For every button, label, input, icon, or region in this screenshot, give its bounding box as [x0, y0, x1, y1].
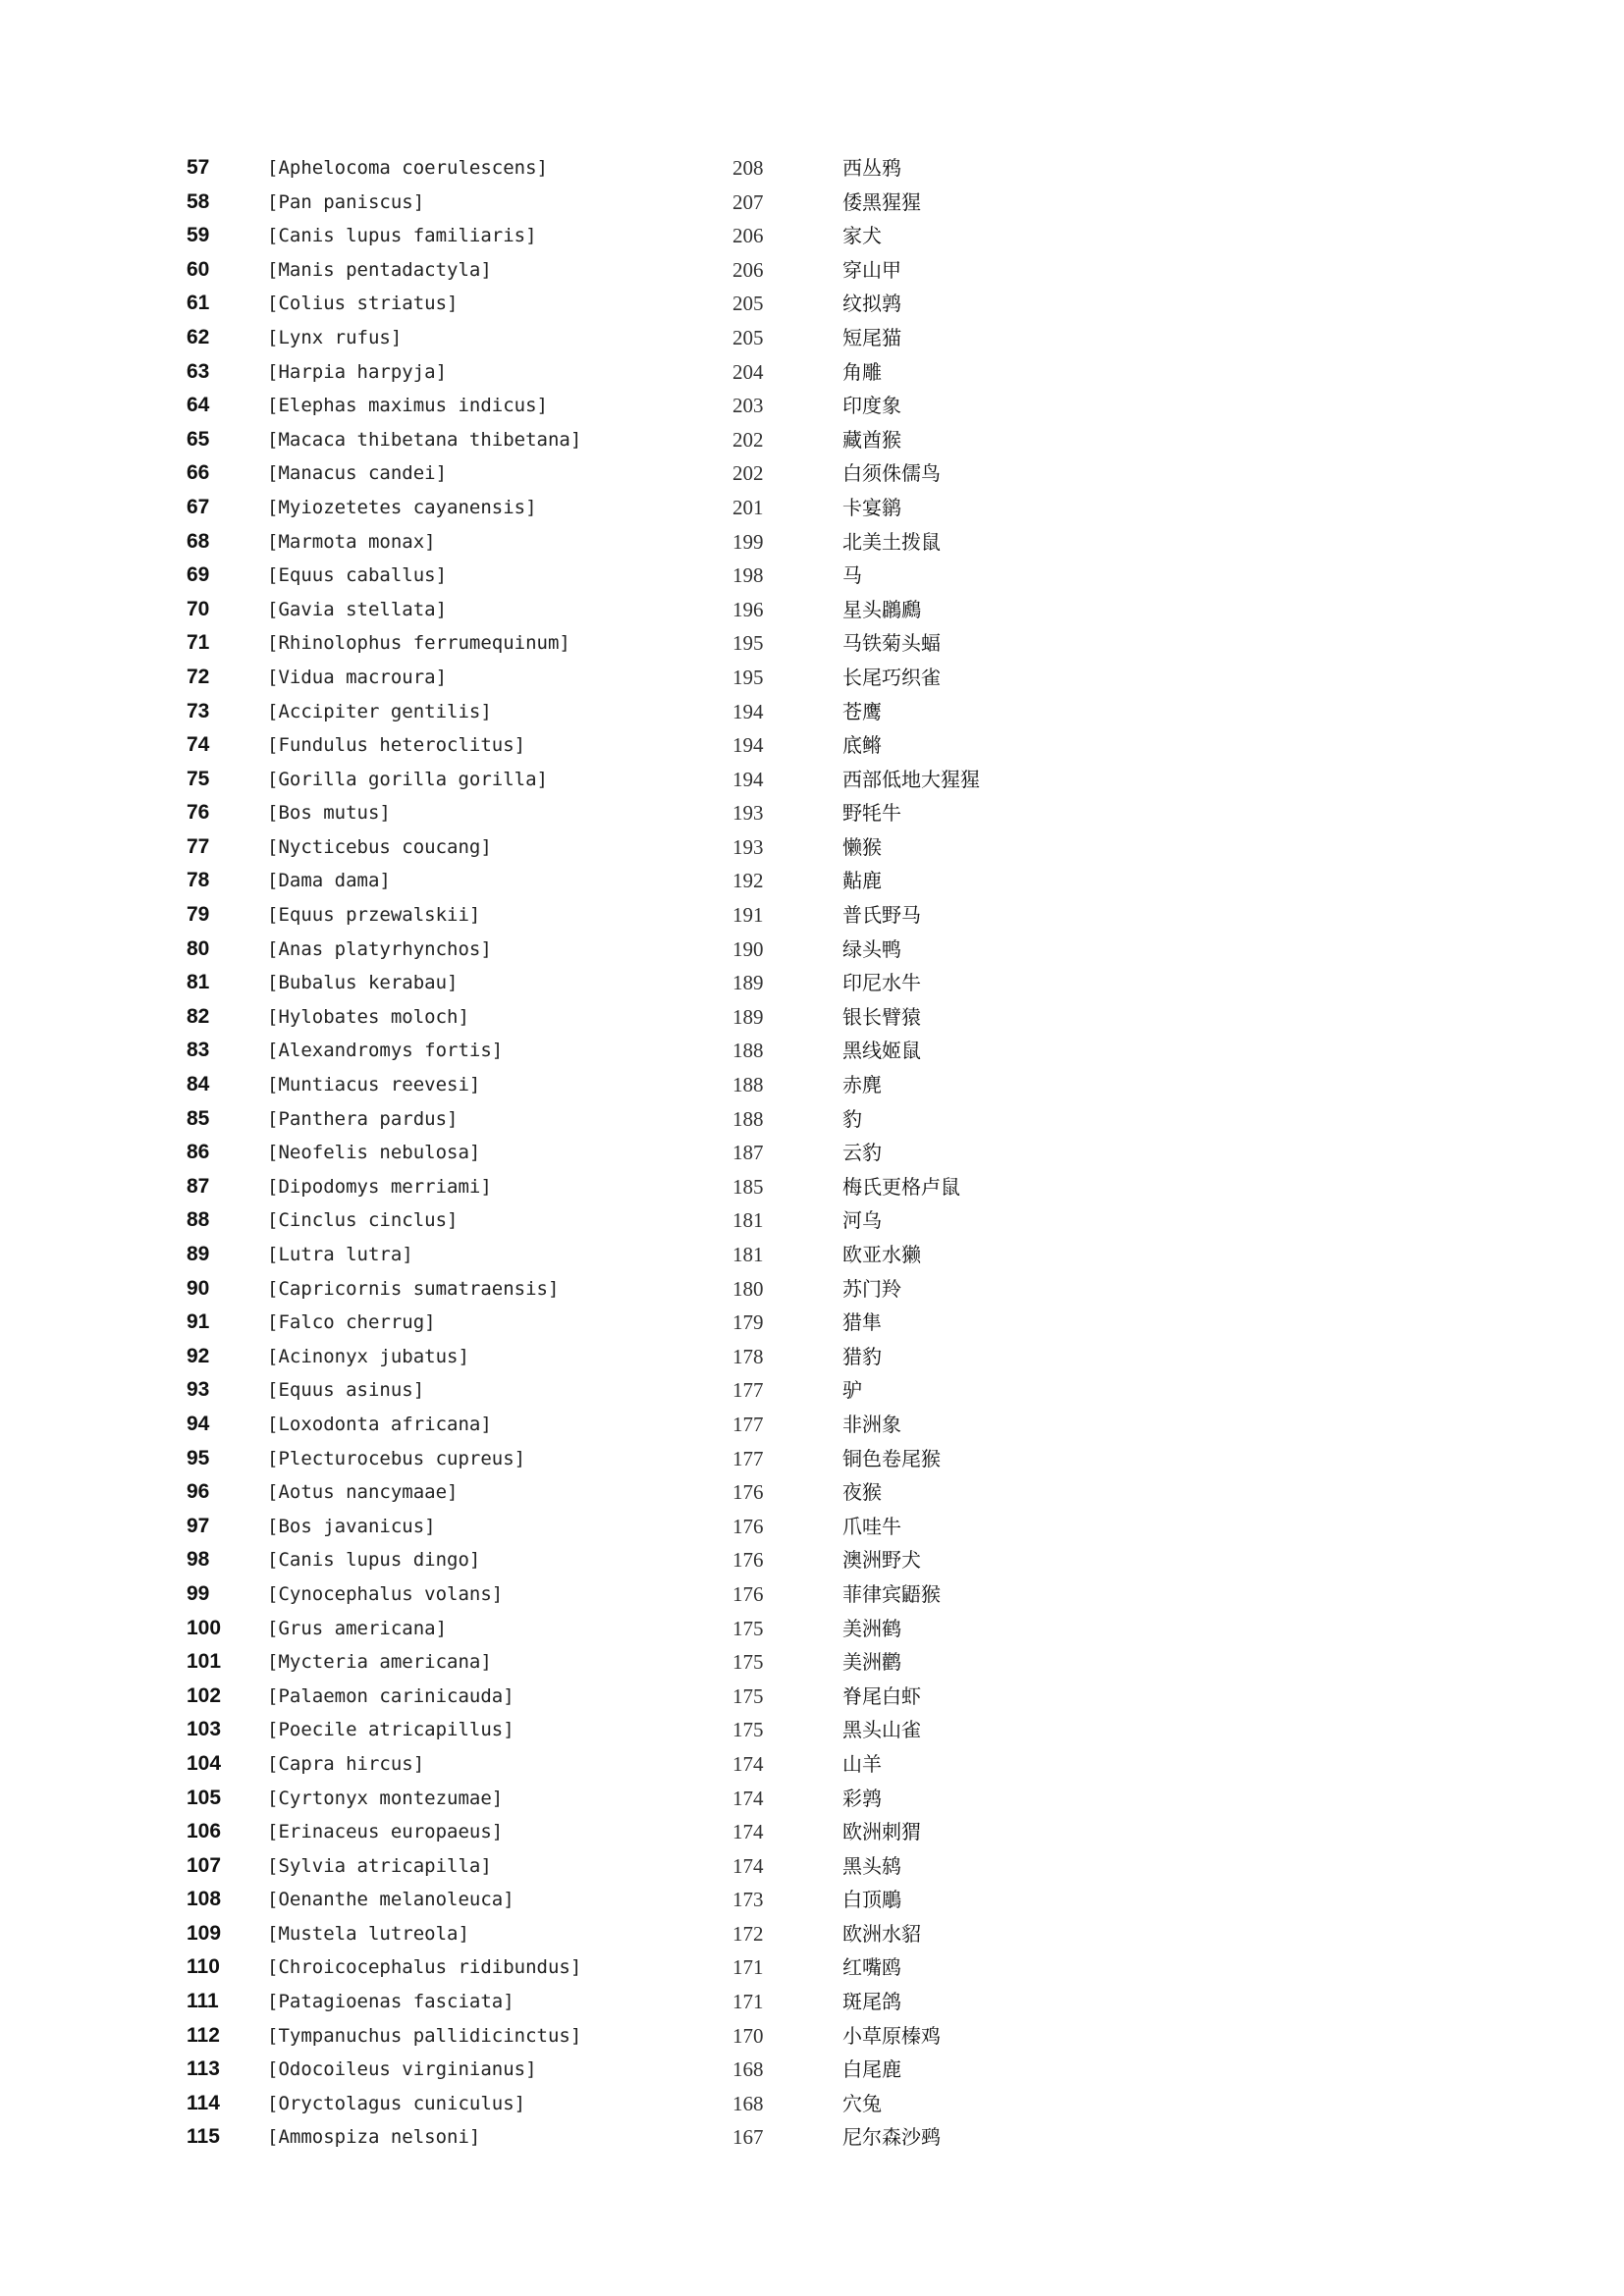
count-cell: 205	[732, 325, 764, 349]
scientific-name-cell: [Grus americana]	[267, 1617, 448, 1639]
rank-cell: 105	[187, 1786, 222, 1809]
chinese-name-cell: 黑头鸫	[842, 1853, 901, 1878]
scientific-name-cell: [Gavia stellata]	[267, 598, 448, 620]
table-row	[187, 1543, 1070, 1577]
count-cell: 175	[732, 1683, 764, 1708]
count-cell: 204	[732, 359, 764, 384]
chinese-name-cell: 银长臂猿	[842, 1004, 921, 1029]
chinese-name-cell: 欧洲水貂	[842, 1921, 921, 1946]
rank-cell: 73	[187, 699, 210, 722]
scientific-name-cell: [Lutra lutra]	[267, 1244, 413, 1265]
rank-cell: 77	[187, 834, 210, 858]
scientific-name-cell: [Marmota monax]	[267, 530, 436, 553]
rank-cell: 97	[187, 1514, 210, 1537]
rank-cell: 57	[187, 156, 210, 179]
scientific-name-cell: [Accipiter gentilis]	[267, 700, 492, 722]
rank-cell: 98	[187, 1548, 210, 1572]
rank-cell: 92	[187, 1344, 210, 1367]
chinese-name-cell: 梅氏更格卢鼠	[842, 1174, 960, 1199]
scientific-name-cell: [Poecile atricapillus]	[267, 1719, 514, 1741]
table-row	[187, 728, 1070, 763]
count-cell: 206	[732, 224, 764, 248]
rank-cell: 61	[187, 292, 210, 315]
count-cell: 189	[732, 1004, 764, 1029]
table-row	[187, 2019, 1070, 2054]
table-row	[187, 1645, 1070, 1680]
table-row	[187, 661, 1070, 695]
table-row	[187, 1373, 1070, 1408]
count-cell: 170	[732, 2023, 764, 2048]
count-cell: 190	[732, 936, 764, 961]
chinese-name-cell: 欧亚水獭	[842, 1243, 921, 1266]
chinese-name-cell: 彩鹑	[842, 1786, 882, 1810]
table-row	[187, 796, 1070, 830]
scientific-name-cell: [Manacus candei]	[267, 462, 448, 485]
chinese-name-cell: 马铁菊头蝠	[842, 631, 941, 656]
count-cell: 193	[732, 801, 764, 826]
count-cell: 175	[732, 1616, 764, 1640]
table-row	[187, 491, 1070, 525]
table-row	[187, 1680, 1070, 1714]
chinese-name-cell: 懒猴	[842, 834, 882, 859]
chinese-name-cell: 黑线姬鼠	[842, 1039, 921, 1063]
rank-cell: 78	[187, 869, 210, 892]
count-cell: 188	[732, 1039, 764, 1063]
scientific-name-cell: [Anas platyrhynchos]	[267, 937, 492, 960]
chinese-name-cell: 澳洲野犬	[842, 1548, 921, 1573]
rank-cell: 107	[187, 1853, 222, 1877]
scientific-name-cell: [Nycticebus coucang]	[267, 835, 492, 858]
scientific-name-cell: [Dama dama]	[267, 870, 391, 892]
scientific-name-cell: [Canis lupus dingo]	[267, 1549, 481, 1572]
chinese-name-cell: 豹	[842, 1106, 862, 1131]
chinese-name-cell: 家犬	[842, 224, 882, 248]
table-row	[187, 1306, 1070, 1340]
rank-cell: 81	[187, 971, 210, 994]
scientific-name-cell: [Lynx rufus]	[267, 326, 403, 348]
chinese-name-cell: 藏酋猴	[842, 427, 901, 452]
scientific-name-cell: [Colius striatus]	[267, 293, 459, 315]
table-row	[187, 287, 1070, 321]
table-row	[187, 1782, 1070, 1816]
table-row	[187, 219, 1070, 253]
rank-cell: 85	[187, 1106, 210, 1130]
chinese-name-cell: 苏门羚	[842, 1276, 901, 1301]
count-cell: 174	[732, 1820, 764, 1844]
scientific-name-cell: [Palaemon carinicauda]	[267, 1684, 514, 1707]
chinese-name-cell: 倭黑猩猩	[842, 189, 921, 214]
scientific-name-cell: [Equus caballus]	[267, 564, 448, 587]
chinese-name-cell: 猎隼	[842, 1310, 882, 1335]
rank-cell: 95	[187, 1446, 210, 1469]
table-row	[187, 933, 1070, 967]
scientific-name-cell: [Cinclus cinclus]	[267, 1209, 459, 1232]
table-row	[187, 1883, 1070, 1917]
rank-cell: 58	[187, 189, 210, 213]
rank-cell: 74	[187, 733, 210, 757]
table-row	[187, 593, 1070, 627]
rank-cell: 111	[187, 1990, 219, 2013]
table-row	[187, 456, 1070, 491]
table-row	[187, 423, 1070, 457]
count-cell: 174	[732, 1786, 764, 1810]
chinese-name-cell: 野牦牛	[842, 801, 901, 826]
table-row	[187, 830, 1070, 865]
count-cell: 168	[732, 2091, 764, 2115]
chinese-name-cell: 铜色卷尾猴	[842, 1446, 941, 1470]
scientific-name-cell: [Pan paniscus]	[267, 190, 425, 213]
table-row	[187, 355, 1070, 390]
chinese-name-cell: 菲律宾鼯猴	[842, 1581, 941, 1606]
chinese-name-cell: 驴	[842, 1378, 862, 1403]
table-row	[187, 1510, 1070, 1544]
table-row	[187, 1034, 1070, 1068]
scientific-name-cell: [Odocoileus virginianus]	[267, 2058, 537, 2081]
scientific-name-cell: [Gorilla gorilla gorilla]	[267, 768, 548, 790]
chinese-name-cell: 穿山甲	[842, 257, 901, 282]
scientific-name-cell: [Erinaceus europaeus]	[267, 1821, 504, 1843]
rank-cell: 75	[187, 767, 210, 790]
chinese-name-cell: 夜猴	[842, 1480, 882, 1505]
rank-cell: 87	[187, 1174, 210, 1198]
count-cell: 168	[732, 2057, 764, 2082]
scientific-name-cell: [Aphelocoma coerulescens]	[267, 157, 548, 179]
rank-cell: 94	[187, 1412, 210, 1435]
count-cell: 207	[732, 189, 764, 214]
scientific-name-cell: [Fundulus heteroclitus]	[267, 734, 526, 757]
chinese-name-cell: 白顶鵰	[842, 1888, 901, 1912]
count-cell: 178	[732, 1344, 764, 1368]
chinese-name-cell: 角雕	[842, 359, 882, 384]
scientific-name-cell: [Canis lupus familiaris]	[267, 225, 537, 247]
species-table	[187, 151, 1070, 2155]
table-row	[187, 1612, 1070, 1646]
chinese-name-cell: 非洲象	[842, 1412, 901, 1436]
chinese-name-cell: 白尾鹿	[842, 2057, 901, 2082]
rank-cell: 71	[187, 631, 210, 655]
scientific-name-cell: [Dipodomys merriami]	[267, 1175, 492, 1198]
table-row	[187, 1136, 1070, 1170]
chinese-name-cell: 穴兔	[842, 2091, 882, 2115]
chinese-name-cell: 底鳉	[842, 733, 882, 758]
scientific-name-cell: [Harpia harpyja]	[267, 360, 448, 383]
scientific-name-cell: [Aotus nancymaae]	[267, 1481, 459, 1504]
rank-cell: 114	[187, 2091, 220, 2114]
table-row	[187, 1068, 1070, 1102]
chinese-name-cell: 北美土拨鼠	[842, 529, 941, 554]
scientific-name-cell: [Chroicocephalus ridibundus]	[267, 1956, 582, 1979]
count-cell: 179	[732, 1310, 764, 1335]
rank-cell: 103	[187, 1718, 222, 1741]
chinese-name-cell: 云豹	[842, 1141, 882, 1165]
chinese-name-cell: 西丛鸦	[842, 156, 901, 180]
scientific-name-cell: [Rhinolophus ferrumequinum]	[267, 632, 570, 655]
rank-cell: 93	[187, 1378, 210, 1402]
count-cell: 177	[732, 1412, 764, 1436]
rank-cell: 112	[187, 2023, 220, 2047]
rank-cell: 62	[187, 325, 210, 348]
count-cell: 191	[732, 903, 764, 928]
table-row	[187, 1475, 1070, 1510]
table-row	[187, 763, 1070, 797]
scientific-name-cell: [Manis pentadactyla]	[267, 258, 492, 281]
table-row	[187, 1238, 1070, 1272]
rank-cell: 60	[187, 257, 210, 281]
count-cell: 206	[732, 257, 764, 282]
table-row	[187, 1849, 1070, 1884]
count-cell: 177	[732, 1446, 764, 1470]
rank-cell: 88	[187, 1208, 210, 1232]
table-row	[187, 1713, 1070, 1747]
chinese-name-cell: 小草原榛鸡	[842, 2023, 941, 2048]
rank-cell: 113	[187, 2057, 220, 2081]
chinese-name-cell: 红嘴鸥	[842, 1955, 901, 1980]
scientific-name-cell: [Alexandromys fortis]	[267, 1040, 504, 1062]
count-cell: 185	[732, 1174, 764, 1199]
count-cell: 175	[732, 1650, 764, 1675]
rank-cell: 66	[187, 461, 210, 485]
chinese-name-cell: 河乌	[842, 1208, 882, 1233]
rank-cell: 96	[187, 1480, 210, 1504]
scientific-name-cell: [Tympanuchus pallidicinctus]	[267, 2024, 582, 2047]
rank-cell: 102	[187, 1683, 222, 1707]
rank-cell: 90	[187, 1276, 210, 1300]
table-row	[187, 1747, 1070, 1782]
chinese-name-cell: 长尾巧织雀	[842, 665, 941, 689]
table-row	[187, 1170, 1070, 1204]
count-cell: 187	[732, 1141, 764, 1165]
scientific-name-cell: [Hylobates moloch]	[267, 1005, 469, 1028]
count-cell: 196	[732, 597, 764, 621]
table-row	[187, 966, 1070, 1000]
count-cell: 193	[732, 834, 764, 859]
chinese-name-cell: 马	[842, 563, 862, 588]
count-cell: 176	[732, 1581, 764, 1606]
table-row	[187, 1917, 1070, 1951]
scientific-name-cell: [Cynocephalus volans]	[267, 1582, 504, 1605]
table-row	[187, 321, 1070, 355]
rank-cell: 84	[187, 1073, 210, 1096]
rank-cell: 83	[187, 1039, 210, 1062]
scientific-name-cell: [Myiozetetes cayanensis]	[267, 496, 537, 518]
rank-cell: 91	[187, 1310, 210, 1334]
chinese-name-cell: 印度象	[842, 394, 901, 418]
chinese-name-cell: 普氏野马	[842, 903, 921, 928]
scientific-name-cell: [Acinonyx jubatus]	[267, 1345, 469, 1367]
count-cell: 174	[732, 1853, 764, 1878]
chinese-name-cell: 星头鸊鷉	[842, 597, 921, 621]
table-row	[187, 1442, 1070, 1476]
scientific-name-cell: [Oenanthe melanoleuca]	[267, 1889, 514, 1911]
count-cell: 188	[732, 1106, 764, 1131]
rank-cell: 64	[187, 394, 210, 417]
rank-cell: 89	[187, 1243, 210, 1265]
chinese-name-cell: 猎豹	[842, 1344, 882, 1368]
chinese-name-cell: 白须侏儒鸟	[842, 461, 941, 486]
count-cell: 194	[732, 767, 764, 791]
chinese-name-cell: 斑尾鸽	[842, 1990, 901, 2014]
rank-cell: 99	[187, 1581, 210, 1605]
rank-cell: 108	[187, 1888, 222, 1911]
scientific-name-cell: [Bos mutus]	[267, 802, 391, 825]
chinese-name-cell: 苍鹰	[842, 699, 882, 723]
table-row	[187, 626, 1070, 661]
rank-cell: 70	[187, 597, 210, 620]
table-row	[187, 1950, 1070, 1985]
count-cell: 188	[732, 1073, 764, 1097]
table-row	[187, 389, 1070, 423]
scientific-name-cell: [Neofelis nebulosa]	[267, 1142, 481, 1164]
scientific-name-cell: [Muntiacus reevesi]	[267, 1074, 481, 1096]
rank-cell: 63	[187, 359, 210, 383]
rank-cell: 67	[187, 495, 210, 518]
rank-cell: 68	[187, 529, 210, 553]
scientific-name-cell: [Bubalus kerabau]	[267, 972, 459, 994]
scientific-name-cell: [Mustela lutreola]	[267, 1922, 469, 1945]
chinese-name-cell: 绿头鸭	[842, 936, 901, 961]
table-row	[187, 1815, 1070, 1849]
scientific-name-cell: [Oryctolagus cuniculus]	[267, 2092, 526, 2114]
scientific-name-cell: [Capra hircus]	[267, 1752, 425, 1775]
scientific-name-cell: [Cyrtonyx montezumae]	[267, 1787, 504, 1809]
rank-cell: 101	[187, 1650, 222, 1674]
chinese-name-cell: 尼尔森沙鹀	[842, 2125, 941, 2150]
table-row	[187, 695, 1070, 729]
rank-cell: 65	[187, 427, 210, 451]
chinese-name-cell: 山羊	[842, 1751, 882, 1776]
scientific-name-cell: [Panthera pardus]	[267, 1107, 459, 1130]
table-row	[187, 1985, 1070, 2019]
chinese-name-cell: 黇鹿	[842, 869, 882, 893]
count-cell: 171	[732, 1990, 764, 2014]
rank-cell: 86	[187, 1141, 210, 1164]
count-cell: 194	[732, 733, 764, 758]
table-row	[187, 2120, 1070, 2155]
table-row	[187, 864, 1070, 898]
scientific-name-cell: [Macaca thibetana thibetana]	[267, 428, 582, 451]
count-cell: 180	[732, 1276, 764, 1301]
rank-cell: 69	[187, 563, 210, 587]
count-cell: 201	[732, 495, 764, 519]
scientific-name-cell: [Plecturocebus cupreus]	[267, 1447, 526, 1469]
table-row	[187, 2053, 1070, 2087]
count-cell: 192	[732, 869, 764, 893]
rank-cell: 72	[187, 665, 210, 688]
rank-cell: 106	[187, 1820, 222, 1843]
table-row	[187, 253, 1070, 288]
count-cell: 167	[732, 2125, 764, 2150]
count-cell: 171	[732, 1955, 764, 1980]
chinese-name-cell: 赤麂	[842, 1073, 882, 1097]
chinese-name-cell: 印尼水牛	[842, 971, 921, 995]
scientific-name-cell: [Ammospiza nelsoni]	[267, 2126, 481, 2149]
count-cell: 195	[732, 631, 764, 656]
scientific-name-cell: [Equus przewalskii]	[267, 904, 481, 927]
scientific-name-cell: [Vidua macroura]	[267, 666, 448, 688]
scientific-name-cell: [Bos javanicus]	[267, 1515, 436, 1537]
rank-cell: 79	[187, 903, 210, 927]
table-row	[187, 1000, 1070, 1035]
rank-cell: 115	[187, 2125, 220, 2149]
count-cell: 177	[732, 1378, 764, 1403]
count-cell: 198	[732, 563, 764, 588]
chinese-name-cell: 爪哇牛	[842, 1514, 901, 1538]
table-row	[187, 186, 1070, 220]
table-row	[187, 1102, 1070, 1137]
count-cell: 176	[732, 1480, 764, 1505]
chinese-name-cell: 美洲鹳	[842, 1650, 901, 1675]
rank-cell: 104	[187, 1751, 222, 1775]
count-cell: 176	[732, 1548, 764, 1573]
rank-cell: 110	[187, 1955, 220, 1979]
scientific-name-cell: [Loxodonta africana]	[267, 1413, 492, 1435]
scientific-name-cell: [Equus asinus]	[267, 1379, 425, 1402]
rank-cell: 80	[187, 936, 210, 960]
count-cell: 194	[732, 699, 764, 723]
count-cell: 189	[732, 971, 764, 995]
rank-cell: 82	[187, 1004, 210, 1028]
rank-cell: 59	[187, 224, 210, 247]
table-row	[187, 1340, 1070, 1374]
scientific-name-cell: [Sylvia atricapilla]	[267, 1854, 492, 1877]
rank-cell: 100	[187, 1616, 222, 1639]
chinese-name-cell: 短尾猫	[842, 325, 901, 349]
count-cell: 202	[732, 461, 764, 486]
chinese-name-cell: 西部低地大猩猩	[842, 767, 980, 791]
table-row	[187, 1203, 1070, 1238]
count-cell: 174	[732, 1751, 764, 1776]
count-cell: 173	[732, 1888, 764, 1912]
count-cell: 172	[732, 1921, 764, 1946]
count-cell: 208	[732, 156, 764, 180]
table-row	[187, 525, 1070, 560]
chinese-name-cell: 脊尾白虾	[842, 1683, 921, 1708]
table-row	[187, 1272, 1070, 1307]
chinese-name-cell: 黑头山雀	[842, 1718, 921, 1742]
table-row	[187, 559, 1070, 593]
table-row	[187, 898, 1070, 933]
table-row	[187, 2087, 1070, 2121]
count-cell: 176	[732, 1514, 764, 1538]
chinese-name-cell: 卡宴鹟	[842, 495, 901, 519]
count-cell: 202	[732, 427, 764, 452]
table-row	[187, 1408, 1070, 1442]
count-cell: 181	[732, 1208, 764, 1233]
table-row	[187, 1577, 1070, 1612]
scientific-name-cell: [Elephas maximus indicus]	[267, 395, 548, 417]
rank-cell: 76	[187, 801, 210, 825]
scientific-name-cell: [Mycteria americana]	[267, 1651, 492, 1674]
chinese-name-cell: 欧洲刺猬	[842, 1820, 921, 1844]
rank-cell: 109	[187, 1921, 222, 1945]
count-cell: 203	[732, 394, 764, 418]
scientific-name-cell: [Capricornis sumatraensis]	[267, 1277, 560, 1300]
count-cell: 175	[732, 1718, 764, 1742]
scientific-name-cell: [Patagioenas fasciata]	[267, 1991, 514, 2013]
count-cell: 181	[732, 1243, 764, 1266]
chinese-name-cell: 美洲鹤	[842, 1616, 901, 1640]
count-cell: 195	[732, 665, 764, 689]
scientific-name-cell: [Falco cherrug]	[267, 1311, 436, 1334]
count-cell: 199	[732, 529, 764, 554]
count-cell: 205	[732, 292, 764, 316]
chinese-name-cell: 纹拟鹑	[842, 292, 901, 316]
table-row	[187, 151, 1070, 186]
